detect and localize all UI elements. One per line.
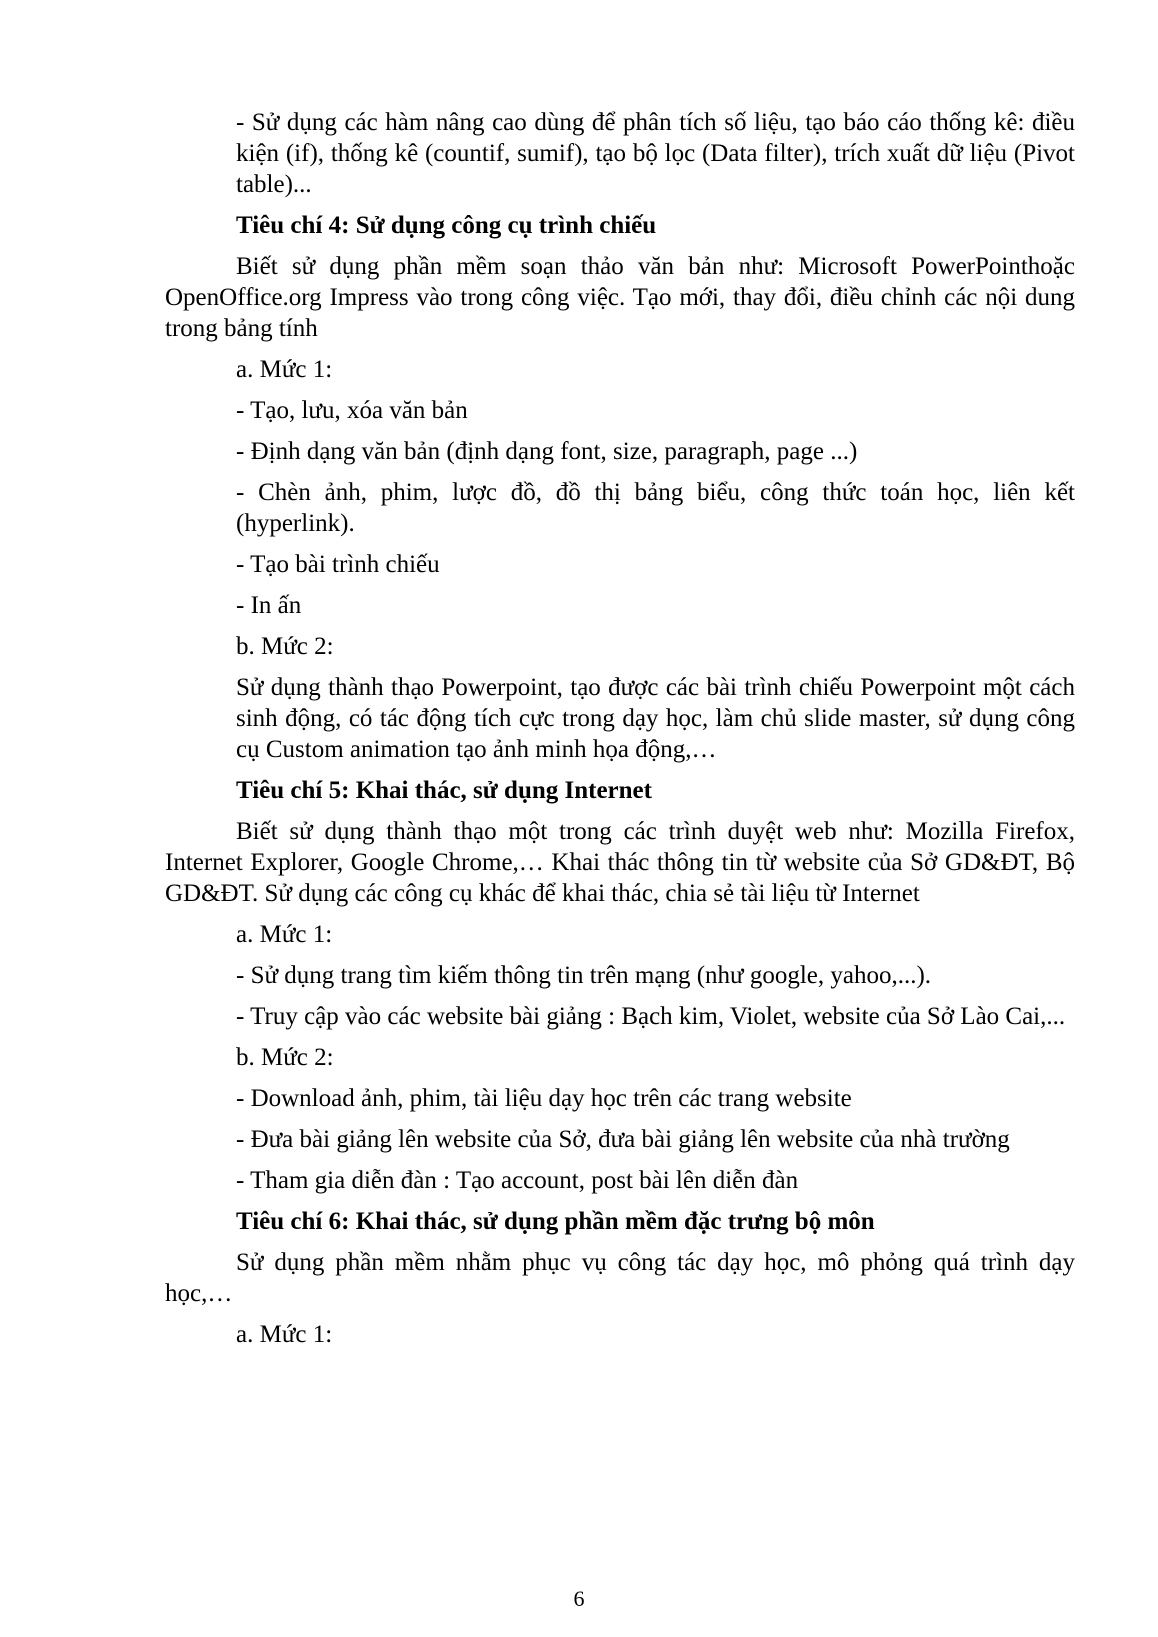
level-1-label: a. Mức 1:	[236, 921, 333, 948]
criterion-4-description: Biết sử dụng phần mềm soạn thảo văn bản như: Microsoft PowerPointhoặc OpenOffice.org Impress vào trong công việc. Tạo mới, thay đổi, điều chỉnh các nội dung trong bảng tính	[165, 253, 1075, 342]
list-item: - In ấn	[236, 592, 302, 619]
bullet-advanced-functions: - Sử dụng các hàm nâng cao dùng để phân tích số liệu, tạo báo cáo thống kê: điều kiện (if), thống kê (countif, sumif), tạo bộ lọc (Data filter), trích xuất dữ liệu (Pivot table)...	[236, 109, 1075, 198]
list-item: - Tạo, lưu, xóa văn bản	[236, 397, 468, 424]
level-2-description: Sử dụng thành thạo Powerpoint, tạo được các bài trình chiếu Powerpoint một cách sinh động, có tác động tích cực trong dạy học, làm chủ slide master, sử dụng công cụ Custom animation tạo ảnh minh họa động,…	[236, 674, 1075, 763]
level-1-label: a. Mức 1:	[236, 1321, 333, 1348]
criterion-5-description: Biết sử dụng thành thạo một trong các trình duyệt web như: Mozilla Firefox, Internet Explorer, Google Chrome,… Khai thác thông tin từ website của Sở GD&ĐT, Bộ GD&ĐT. Sử dụng các công cụ khác để khai thác, chia sẻ tài liệu từ Internet	[165, 818, 1075, 907]
level-2-label: b. Mức 2:	[236, 633, 334, 660]
list-item: - Định dạng văn bản (định dạng font, size, paragraph, page ...)	[236, 438, 858, 465]
list-item: - Download ảnh, phim, tài liệu dạy học trên các trang website	[236, 1085, 852, 1112]
heading-criterion-5: Tiêu chí 5: Khai thác, sử dụng Internet	[236, 777, 652, 804]
list-item: - Đưa bài giảng lên website của Sở, đưa bài giảng lên website của nhà trường	[236, 1126, 1010, 1153]
list-item: - Truy cập vào các website bài giảng : Bạch kim, Violet, website của Sở Lào Cai,...	[236, 1003, 1066, 1030]
list-item: - Tạo bài trình chiếu	[236, 551, 440, 578]
list-item: - Chèn ảnh, phim, lược đồ, đồ thị bảng biểu, công thức toán học, liên kết (hyperlink).	[236, 479, 1075, 537]
level-2-label: b. Mức 2:	[236, 1044, 334, 1071]
page-body	[165, 107, 1075, 1360]
criterion-6-description: Sử dụng phần mềm nhằm phục vụ công tác dạy học, mô phỏng quá trình dạy học,…	[165, 1249, 1075, 1307]
heading-criterion-4: Tiêu chí 4: Sử dụng công cụ trình chiếu	[236, 212, 657, 239]
level-1-label: a. Mức 1:	[236, 356, 333, 383]
page-number: 6	[573, 1586, 585, 1611]
list-item: - Tham gia diễn đàn : Tạo account, post bài lên diễn đàn	[236, 1167, 799, 1194]
heading-criterion-6: Tiêu chí 6: Khai thác, sử dụng phần mềm đặc trưng bộ môn	[236, 1208, 875, 1235]
list-item: - Sử dụng trang tìm kiếm thông tin trên mạng (như google, yahoo,...).	[236, 962, 932, 989]
